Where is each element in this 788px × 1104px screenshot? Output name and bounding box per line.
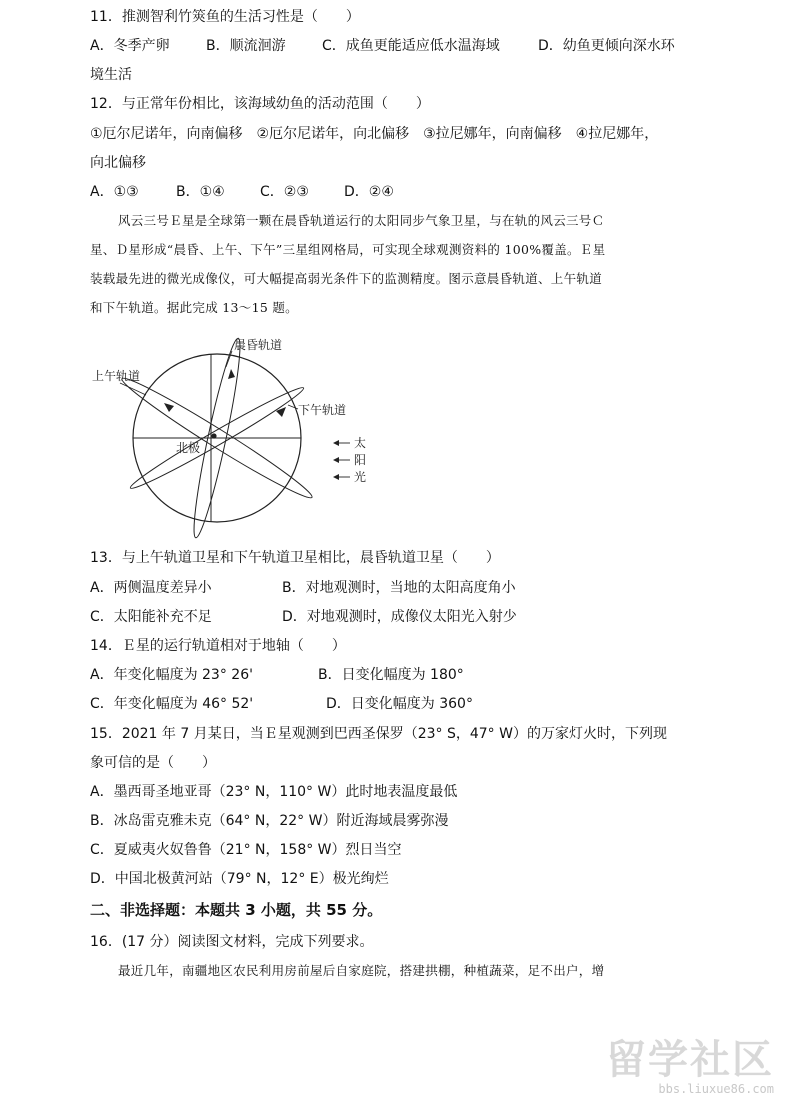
dawn-orbit-arrow	[228, 369, 235, 379]
q15-option-c: C．夏威夷火奴鲁鲁（21° N，158° W）烈日当空	[90, 842, 402, 858]
q11-option-d: D．幼鱼更倾向深水环	[538, 38, 675, 54]
q14-stem: 14．Ｅ星的运行轨道相对于地轴（ ）	[90, 638, 346, 654]
sun-arrow-head-1	[333, 440, 339, 446]
q13-stem: 13．与上午轨道卫星和下午轨道卫星相比，晨昏轨道卫星（ ）	[90, 550, 500, 566]
watermark-logo-text: 留学社区	[606, 1037, 774, 1083]
north-pole-dot	[211, 433, 216, 438]
q11-option-a: A．冬季产卵	[90, 38, 170, 54]
label-morning-orbit: 上午轨道	[92, 369, 141, 383]
sun-arrow-head-3	[333, 474, 339, 480]
q11-option-c: C．成鱼更能适应低水温海域	[322, 38, 500, 54]
sun-arrow-head-2	[333, 457, 339, 463]
orbit-diagram	[90, 333, 390, 543]
leader-dawn	[226, 351, 232, 367]
label-dawn-orbit: 晨昏轨道	[234, 338, 283, 352]
q12-items-line2: 向北偏移	[90, 155, 146, 171]
morning-orbit-arrow	[164, 403, 174, 412]
sunlight-label-2: 阳	[354, 453, 367, 467]
q15-option-d: D．中国北极黄河站（79° N，12° E）极光绚烂	[90, 871, 389, 887]
q16-passage-line-1: 最近几年，南疆地区农民利用房前屋后自家庭院，搭建拱棚，种植蔬菜，足不出户，增	[118, 963, 605, 978]
q14-option-d: D．日变化幅度为 360°	[326, 696, 473, 712]
passage-line-3: 装载最先进的微光成像仪，可大幅提高弱光条件下的监测精度。图示意晨昏轨道、上午轨道	[90, 271, 603, 286]
q11-option-b: B．顺流洄游	[206, 38, 286, 54]
passage-line-1: 风云三号Ｅ星是全球第一颗在晨昏轨道运行的太阳同步气象卫星，与在轨的风云三号Ｃ	[118, 213, 605, 228]
q15-option-b: B．冰岛雷克雅未克（64° N，22° W）附近海域晨雾弥漫	[90, 813, 449, 829]
q16-stem: 16．(17 分）阅读图文材料，完成下列要求。	[90, 934, 374, 950]
watermark-url: bbs.liuxue86.com	[658, 1082, 774, 1096]
q12-stem: 12．与正常年份相比，该海域幼鱼的活动范围（ ）	[90, 96, 430, 112]
q13-option-d: D．对地观测时，成像仪太阳光入射少	[282, 609, 517, 625]
passage-line-4: 和下午轨道。据此完成 13～15 题。	[90, 300, 298, 315]
section-heading: 二、非选择题：本题共 3 小题，共 55 分。	[90, 901, 383, 919]
passage-line-2: 星、Ｄ星形成“晨昏、上午、下午”三星组网格局，可实现全球观测资料的 100%覆盖。Ｅ星	[90, 242, 606, 257]
q12-option-c: C．②③	[260, 184, 309, 200]
sunlight-label-3: 光	[354, 470, 367, 484]
q14-option-a: A．年变化幅度为 23° 26'	[90, 667, 253, 683]
label-afternoon-orbit: 下午轨道	[298, 403, 347, 417]
q12-option-b: B．①④	[176, 184, 225, 200]
q12-option-a: A．①③	[90, 184, 139, 200]
q13-option-c: C．太阳能补充不足	[90, 609, 212, 625]
q14-option-c: C．年变化幅度为 46° 52'	[90, 696, 254, 712]
leader-afternoon	[288, 405, 298, 409]
q11-stem: 11．推测智利竹筴鱼的生活习性是（ ）	[90, 9, 360, 25]
q11-option-d-continued: 境生活	[90, 67, 132, 83]
q15-option-a: A．墨西哥圣地亚哥（23° N，110° W）此时地表温度最低	[90, 784, 458, 800]
q13-option-a: A．两侧温度差异小	[90, 580, 212, 596]
q12-option-d: D．②④	[344, 184, 394, 200]
q13-option-b: B．对地观测时，当地的太阳高度角小	[282, 580, 516, 596]
label-north-pole: 北极	[176, 441, 201, 455]
q15-stem-line1: 15．2021 年 7 月某日，当Ｅ星观测到巴西圣保罗（23° S，47° W）的万家灯火时，下列现	[90, 726, 667, 742]
site-watermark	[606, 1038, 774, 1096]
q14-option-b: B．日变化幅度为 180°	[318, 667, 464, 683]
q15-stem-line2: 象可信的是（ ）	[90, 755, 216, 771]
q12-items-line1: ①厄尔尼诺年，向南偏移 ②厄尔尼诺年，向北偏移 ③拉尼娜年，向南偏移 ④拉尼娜年，	[90, 126, 659, 142]
sunlight-label-1: 太	[354, 436, 367, 450]
